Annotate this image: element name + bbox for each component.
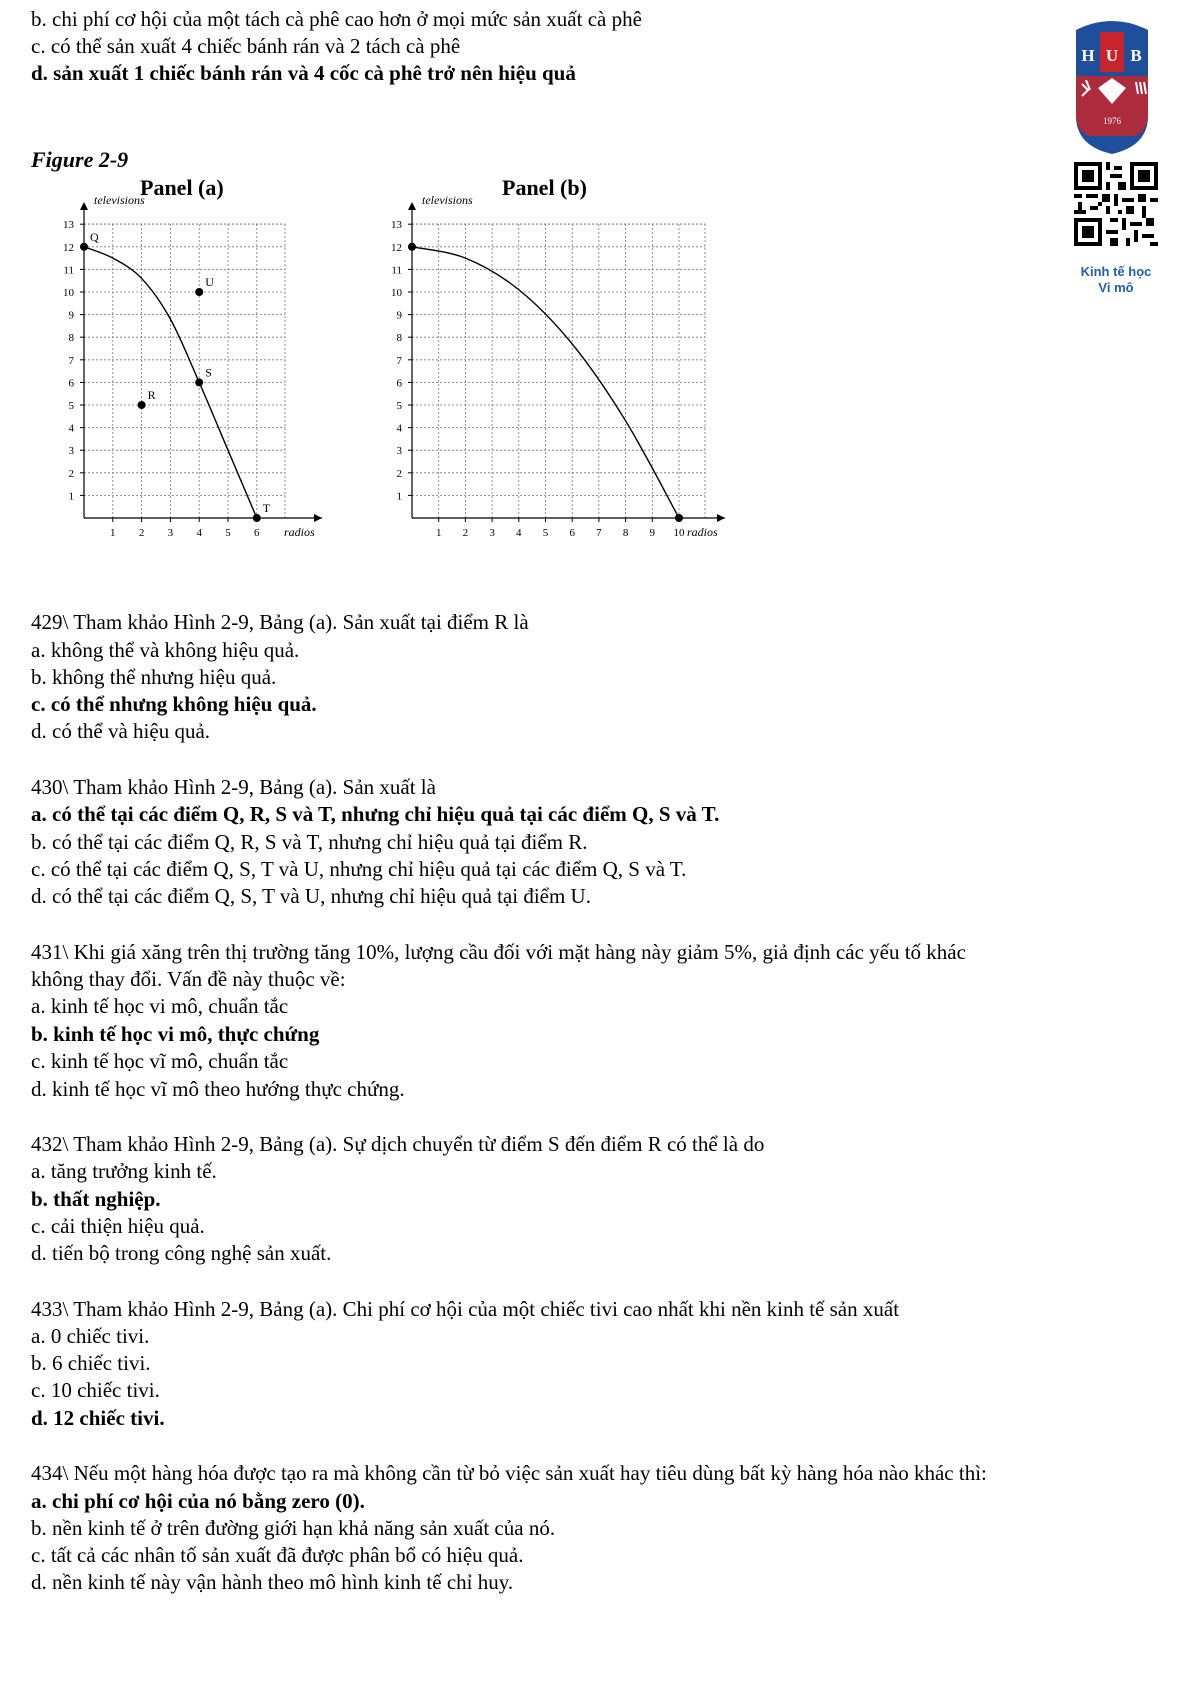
- question-stem: 430\ Tham khảo Hình 2-9, Bảng (a). Sản xuất là: [31, 775, 436, 799]
- y-tick-label: 10: [391, 287, 402, 299]
- y-tick-label: 4: [68, 422, 74, 435]
- y-tick-label: 9: [68, 309, 74, 322]
- chart-panel-b: [391, 193, 800, 584]
- y-tick-label: 10: [63, 287, 74, 299]
- point-label: U: [205, 275, 214, 289]
- y-axis-arrow-icon: [80, 202, 88, 210]
- question-stem: 432\ Tham khảo Hình 2-9, Bảng (a). Sự dịch chuyển từ điểm S đến điểm R có thể là do: [31, 1132, 765, 1156]
- question-stem: 429\ Tham khảo Hình 2-9, Bảng (a). Sản xuất tại điểm R là: [31, 610, 529, 634]
- x-tick-label: 8: [622, 527, 629, 539]
- answer-option: c. kinh tế học vĩ mô, chuẩn tắc: [31, 1049, 289, 1073]
- y-tick-label: 4: [396, 422, 402, 435]
- chart-panel-a: [40, 193, 380, 584]
- x-tick-label: 7: [596, 527, 602, 539]
- y-axis-arrow-icon: [408, 202, 416, 210]
- y-tick-label: 13: [63, 219, 74, 232]
- data-point: [195, 288, 203, 296]
- x-tick-label: 3: [489, 527, 495, 539]
- question-stem-continued: không thay đổi. Vấn đề này thuộc về:: [31, 967, 346, 991]
- logo-letter-u: U: [1105, 46, 1119, 65]
- x-tick-label: 4: [196, 527, 202, 539]
- data-point: [80, 243, 88, 251]
- data-point: [408, 243, 416, 251]
- x-tick-label: 2: [462, 527, 469, 539]
- x-axis-label: radios: [687, 525, 718, 539]
- y-tick-label: 12: [391, 241, 402, 254]
- answer-option: a. tăng trưởng kinh tế.: [31, 1159, 217, 1183]
- data-point: [195, 378, 203, 386]
- correct-answer-option: b. thất nghiệp.: [31, 1187, 161, 1211]
- data-point: [138, 401, 146, 409]
- y-tick-label: 7: [68, 354, 74, 367]
- y-tick-label: 7: [396, 354, 402, 367]
- y-tick-label: 9: [396, 309, 402, 322]
- hub-logo: [1074, 18, 1150, 156]
- answer-option: b. nền kinh tế ở trên đường giới hạn khả năng sản xuất của nó.: [31, 1516, 556, 1540]
- y-tick-label: 5: [68, 400, 74, 412]
- answer-option: b. không thể nhưng hiệu quả.: [31, 665, 277, 689]
- answer-option: a. không thể và không hiệu quả.: [31, 638, 300, 662]
- correct-answer-option: b. kinh tế học vi mô, thực chứng: [31, 1022, 320, 1046]
- x-tick-label: 5: [225, 527, 231, 539]
- x-tick-label: 6: [569, 527, 575, 539]
- question-stem: 434\ Nếu một hàng hóa được tạo ra mà không cần từ bỏ việc sản xuất hay tiêu dùng bất kỳ hàng hóa nào khác thì:: [31, 1461, 987, 1485]
- y-axis-label: televisions: [422, 193, 473, 207]
- panel-b-title: Panel (b): [502, 175, 587, 200]
- top-option-b: b. chi phí cơ hội của một tách cà phê cao hơn ở mọi mức sản xuất cà phê: [31, 7, 642, 31]
- data-point: [675, 514, 683, 522]
- data-point: [253, 514, 261, 522]
- x-tick-label: 3: [167, 527, 174, 539]
- x-tick-label: 5: [542, 527, 549, 539]
- point-label: T: [262, 501, 271, 515]
- x-tick-label: 2: [138, 527, 145, 539]
- y-tick-label: 1: [396, 490, 402, 503]
- x-tick-label: 1: [110, 527, 116, 539]
- point-label: R: [147, 388, 156, 402]
- y-tick-label: 6: [68, 377, 74, 390]
- point-label: Q: [90, 229, 99, 244]
- answer-option: c. 10 chiếc tivi.: [31, 1378, 160, 1402]
- y-tick-label: 8: [396, 332, 402, 345]
- y-tick-label: 1: [68, 490, 74, 503]
- logo-letter-b: B: [1130, 46, 1142, 65]
- y-tick-label: 12: [63, 241, 74, 254]
- point-label: S: [205, 365, 212, 380]
- question-stem: 433\ Tham khảo Hình 2-9, Bảng (a). Chi phí cơ hội của một chiếc tivi cao nhất khi nền kinh tế sản xuất: [31, 1297, 900, 1321]
- x-tick-label: 10: [673, 527, 685, 539]
- y-tick-label: 8: [68, 332, 74, 345]
- y-tick-label: 5: [396, 400, 402, 412]
- answer-option: b. 6 chiếc tivi.: [31, 1351, 151, 1375]
- answer-option: d. nền kinh tế này vận hành theo mô hình kinh tế chỉ huy.: [31, 1570, 514, 1594]
- y-tick-label: 2: [396, 467, 402, 480]
- x-tick-label: 9: [649, 527, 656, 539]
- correct-answer-option: c. có thể nhưng không hiệu quả.: [31, 692, 317, 716]
- answer-option: d. có thể và hiệu quả.: [31, 719, 211, 743]
- answer-option: d. tiến bộ trong công nghệ sản xuất.: [31, 1241, 332, 1265]
- y-tick-label: 13: [391, 219, 402, 232]
- correct-answer-option: d. 12 chiếc tivi.: [31, 1406, 165, 1430]
- question-stem: 431\ Khi giá xăng trên thị trường tăng 10%, lượng cầu đối với mặt hàng này giảm 5%, giả định các yếu tố khác: [31, 940, 966, 964]
- answer-option: c. cải thiện hiệu quả.: [31, 1214, 205, 1238]
- correct-answer-option: a. có thể tại các điểm Q, R, S và T, nhưng chỉ hiệu quả tại các điểm Q, S và T.: [31, 802, 720, 826]
- x-axis-arrow-icon: [314, 514, 322, 522]
- logo-letter-h: H: [1081, 46, 1095, 65]
- answer-option: a. kinh tế học vi mô, chuẩn tắc: [31, 994, 289, 1018]
- y-tick-label: 3: [396, 445, 402, 458]
- x-tick-label: 4: [516, 527, 522, 539]
- answer-option: b. có thể tại các điểm Q, R, S và T, nhưng chỉ hiệu quả tại điểm R.: [31, 830, 588, 854]
- answer-option: d. có thể tại các điểm Q, S, T và U, nhưng chỉ hiệu quả tại điểm U.: [31, 884, 591, 908]
- x-tick-label: 6: [254, 527, 260, 539]
- top-option-d: d. sản xuất 1 chiếc bánh rán và 4 cốc cà phê trở nên hiệu quả: [31, 61, 576, 85]
- correct-answer-option: a. chi phí cơ hội của nó bằng zero (0).: [31, 1489, 365, 1513]
- answer-option: a. 0 chiếc tivi.: [31, 1324, 150, 1348]
- answer-option: d. kinh tế học vĩ mô theo hướng thực chứng.: [31, 1077, 405, 1101]
- panel-a-title: Panel (a): [140, 175, 224, 200]
- x-axis-arrow-icon: [717, 514, 725, 522]
- y-axis-label: televisions: [94, 193, 145, 207]
- answer-option: c. tất cả các nhân tố sản xuất đã được phân bổ có hiệu quả.: [31, 1543, 524, 1567]
- qr-code-icon: [1074, 162, 1158, 246]
- top-option-c: c. có thể sản xuất 4 chiếc bánh rán và 2 tách cà phê: [31, 34, 461, 58]
- x-axis-label: radios: [284, 525, 315, 539]
- y-tick-label: 3: [68, 445, 74, 458]
- answer-option: c. có thể tại các điểm Q, S, T và U, nhưng chỉ hiệu quả tại các điểm Q, S và T.: [31, 857, 687, 881]
- qr-caption-line2: Vi mô: [1098, 280, 1134, 295]
- figure-title: Figure 2-9: [31, 147, 129, 172]
- y-tick-label: 6: [396, 377, 402, 390]
- logo-year: 1976: [1103, 116, 1121, 126]
- y-tick-label: 2: [68, 467, 74, 480]
- y-tick-label: 11: [391, 264, 402, 277]
- x-tick-label: 1: [435, 527, 442, 539]
- qr-caption-line1: Kinh tế học: [1080, 264, 1152, 279]
- y-tick-label: 11: [63, 264, 74, 277]
